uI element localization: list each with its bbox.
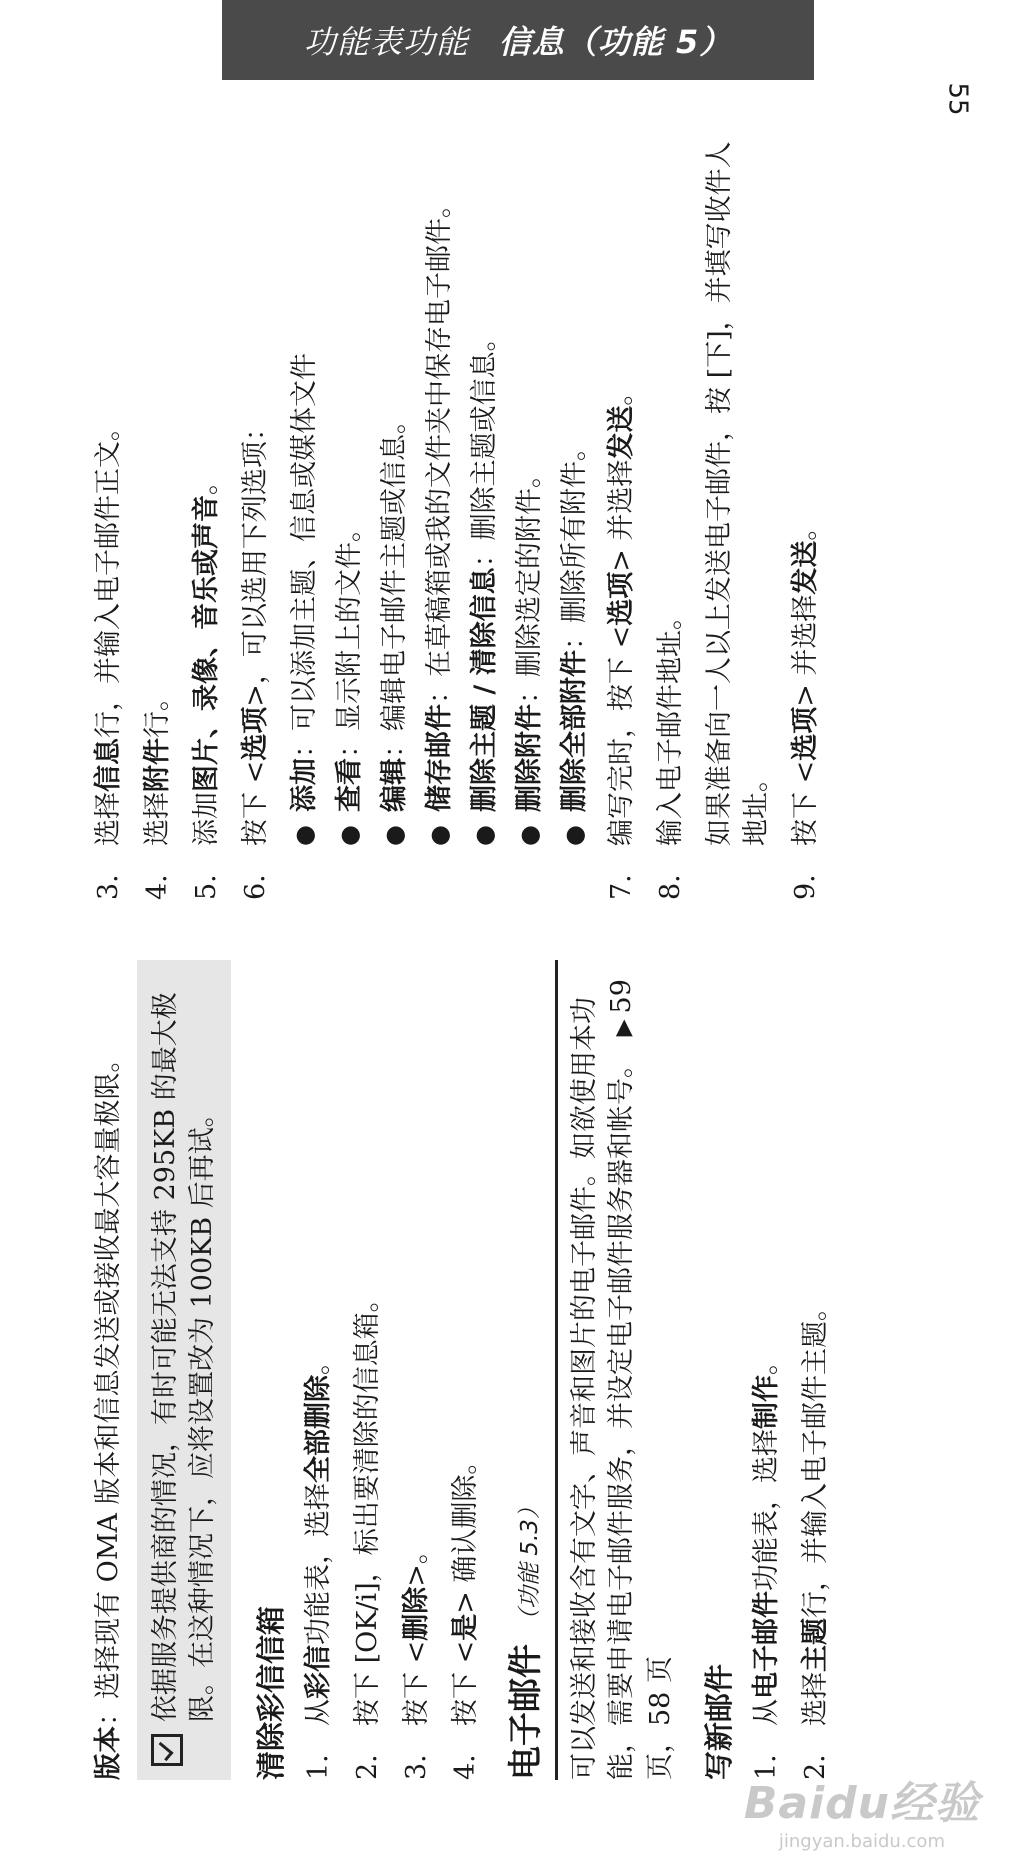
watermark-url: jingyan.baidu.com bbox=[778, 1831, 945, 1852]
note-text: 依据服务提供商的情况，有时可能无法支持 295KB 的最大极限。在这种情况下，应将设置改为 100KB 后再试。 bbox=[150, 992, 218, 1722]
list-item: 5. 添加图片、录像、音乐或声音。 bbox=[191, 468, 222, 900]
clear-mms-title: 清除彩信信箱 bbox=[254, 1605, 288, 1780]
bullet-icon: ● bbox=[425, 825, 453, 846]
option-item: ● 编辑：编辑电子邮件主题或信息。 bbox=[376, 130, 413, 846]
page-number: 55 bbox=[942, 82, 973, 116]
list-item: 1. 从电子邮件功能表，选择制作。 bbox=[751, 1348, 782, 1780]
list-item: 8. 输入电子邮件地址。 bbox=[655, 603, 686, 900]
write-email-title: 写新邮件 bbox=[702, 1663, 736, 1780]
list-item: 9. 按下 <选项> 并选择发送。 bbox=[790, 513, 821, 900]
reference-arrow-icon: ▶ bbox=[611, 1019, 636, 1037]
header-chapter: 功能表功能 bbox=[303, 23, 469, 61]
bullet-icon: ● bbox=[470, 825, 498, 846]
list-item: 2. 选择主题行，并输入电子邮件主题。 bbox=[800, 1294, 831, 1780]
list-item: 7. 编写完时，按下 <选项> 并选择发送。 bbox=[606, 378, 637, 900]
bullet-icon: ● bbox=[290, 825, 318, 846]
email-page-reference: 59 页，58 页 bbox=[606, 979, 676, 1780]
bullet-icon: ● bbox=[380, 825, 408, 846]
clear-mms-steps bbox=[300, 960, 484, 1780]
list-item: 4. 按下 <是> 确认删除。 bbox=[450, 1447, 481, 1780]
page-content bbox=[90, 120, 870, 1800]
list-item: 4. 选择附件行。 bbox=[142, 684, 173, 900]
email-options-list bbox=[286, 130, 593, 846]
note-box bbox=[137, 960, 231, 1780]
list-item: 3. 选择信息行，并输入电子邮件正文。 bbox=[93, 414, 124, 900]
header-section: 信息（功能 5） bbox=[498, 23, 733, 61]
version-text: ：选择现有 OMA 版本和信息发送或接收最大容量极限。 bbox=[93, 1045, 124, 1726]
list-item: 如果准备向一人以上发送电子邮件，按 [下]，并填写收件人地址。 bbox=[704, 141, 772, 846]
option-item: ● 储存邮件：在草稿箱或我的文件夹中保存电子邮件。 bbox=[421, 130, 458, 846]
note-check-icon bbox=[151, 1734, 183, 1766]
email-description: 可以发送和接收含有文字、声音和图片的电子邮件。如欲使用本功能，需要申请电子邮件服务，并设定电子邮件服务器和帐号。 ▶59 页，58 页 bbox=[569, 979, 676, 1780]
version-label: 版本 bbox=[93, 1726, 124, 1780]
email-section-subtitle: （功能 5.3） bbox=[517, 1496, 543, 1632]
watermark-logo: Baidu经验 bbox=[743, 1778, 980, 1829]
list-item: 3. 按下 <删除>。 bbox=[401, 1537, 432, 1780]
baidu-watermark bbox=[744, 1767, 980, 1852]
email-section-title: 电子邮件（功能 5.3） bbox=[508, 960, 558, 1780]
version-paragraph bbox=[90, 960, 127, 1780]
list-item: 6. 按下 <选项>，可以选用下列选项： bbox=[240, 414, 271, 900]
option-item: ● 删除附件：删除选定的附件。 bbox=[511, 130, 548, 846]
section-header bbox=[222, 0, 814, 80]
right-column bbox=[90, 130, 836, 900]
list-item: 1. 从彩信功能表，选择全部删除。 bbox=[303, 1348, 334, 1780]
bullet-icon: ● bbox=[560, 825, 588, 846]
option-item: ● 添加：可以添加主题、信息或媒体文件 bbox=[286, 130, 323, 846]
option-item: ● 查看：显示附上的文件。 bbox=[331, 130, 368, 846]
write-email-steps-continued bbox=[90, 130, 274, 900]
option-item: ● 删除主题 / 清除信息：删除主题或信息。 bbox=[466, 130, 503, 846]
list-item: 2. 按下 [OK/i]，标出要清除的信息箱。 bbox=[352, 1285, 383, 1780]
write-email-steps bbox=[748, 960, 834, 1780]
option-item: ● 删除全部附件：删除所有附件。 bbox=[556, 130, 593, 846]
bullet-icon: ● bbox=[515, 825, 543, 846]
bullet-icon: ● bbox=[335, 825, 363, 846]
send-email-steps bbox=[603, 130, 824, 900]
left-column bbox=[90, 960, 846, 1780]
